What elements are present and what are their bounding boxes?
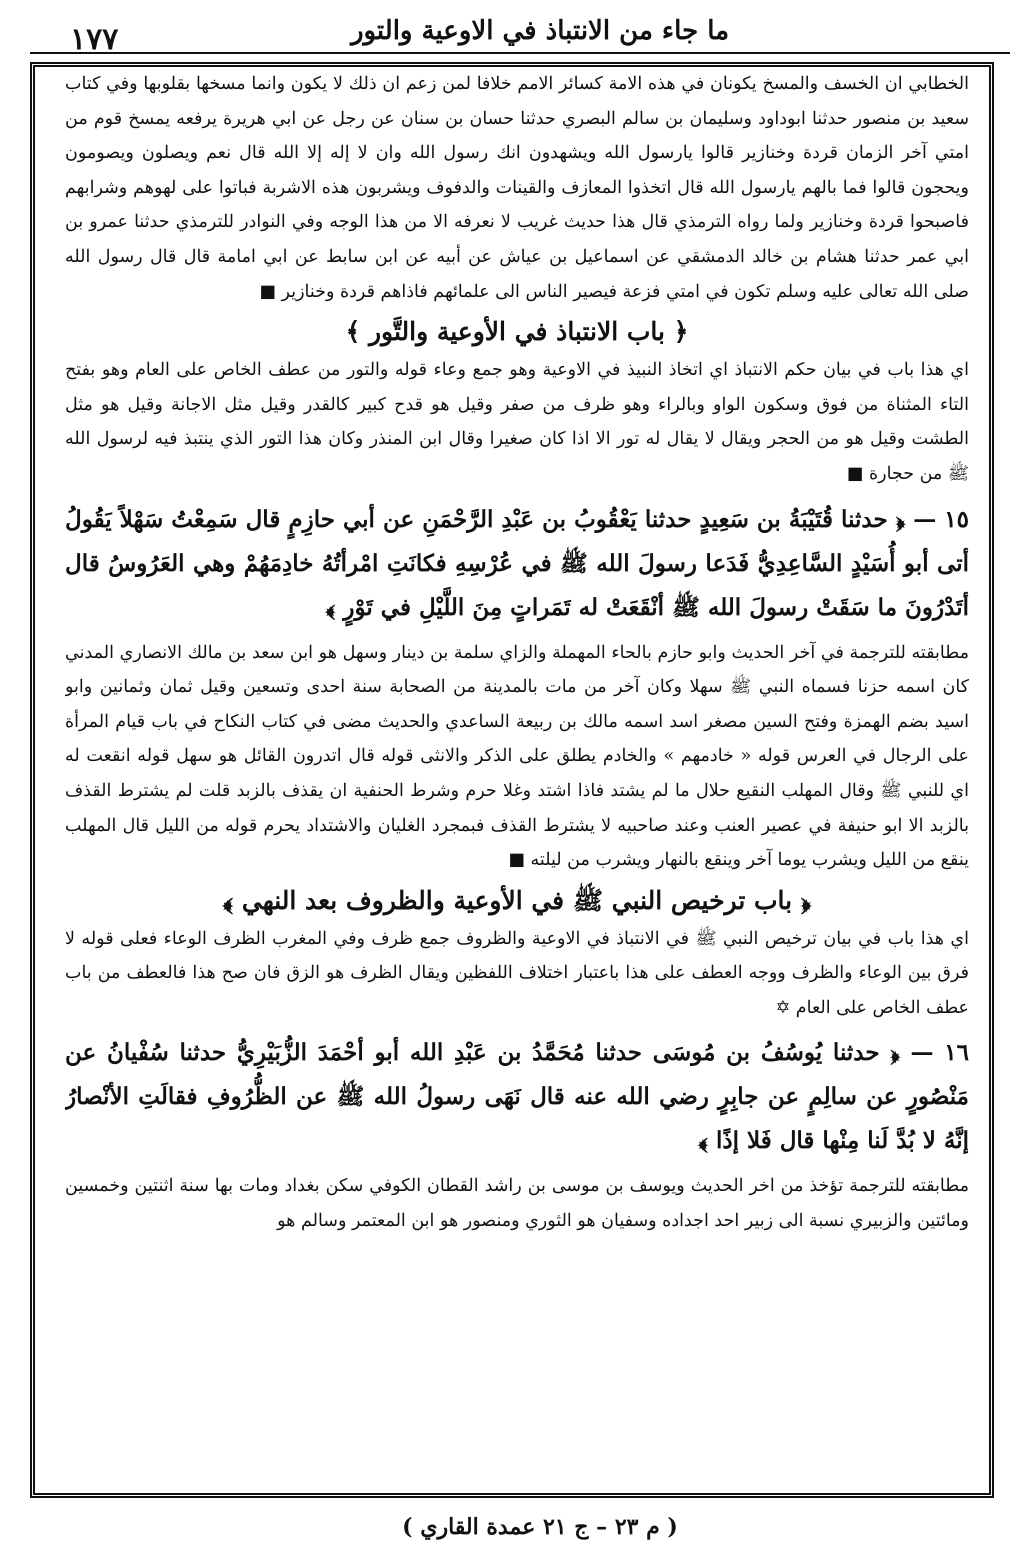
header-rule (30, 52, 1010, 54)
running-header (0, 8, 1033, 57)
page-number: ١٧٧ (70, 22, 119, 57)
chapter-title: ﴿ باب الانتباذ في الأوعية والتَّور ﴾ (345, 317, 689, 347)
running-title: ما جاء من الانتباذ في الاوعية والتور (350, 16, 730, 46)
footer-signature: ( م ٢٣ – ج ٢١ عمدة القاري ) (402, 1514, 678, 1540)
main-text (65, 67, 969, 1493)
hadith-commentary: مطابقته للترجمة تؤخذ من اخر الحديث ويوسف بن موسى بن راشد القطان الكوفي سكن بغداد ومات بها سنة اثنتين وخمسين ومائتين والزبيري نسبة الى زبير احد اجداده وسفيان هو الثوري ومنصور هو ابن المعتمر وسالم هو (65, 1176, 969, 1232)
hadith-text: ١٥ — ﴿ حدثنا قُتَيْبَةُ بن سَعِيدٍ حدثنا يَعْقُوبُ بن عَبْدِ الرَّحْمَنِ عن أبي حازِمٍ قال سَمِعْتُ سَهْلاً يَقُولُ أتى أبو أُسَيْدٍ السَّاعِدِيُّ فَدَعا رسولَ الله ﷺ في عُرْسِهِ فكانَتِ امْرأتُهُ خادِمَهُمْ وهي العَرُوسُ قال أتَدْرُونَ ما سَقَتْ رسولَ الله ﷺ أنْقَعَتْ له تَمَراتٍ مِنَ اللَّيْلِ في تَوْرٍ ﴾ (65, 505, 969, 621)
hadith-text: ١٦ — ﴿ حدثنا يُوسُفُ بن مُوسَى حدثنا مُحَمَّدُ بن عَبْدِ الله أبو أحْمَدَ الزُّبَيْرِيُّ حدثنا سُفْيانُ عن مَنْصُورٍ عن سالِمٍ عن جابِرٍ رضي الله عنه قال نَهَى رسولُ الله ﷺ عن الظُّرُوفِ فقالَتِ الأنْصارُ إنَّهُ لا بُدَّ لَنا مِنْها قال فَلا إذًا ﴾ (65, 1039, 969, 1155)
chapter-explanation: اي هذا باب في بيان حكم الانتباذ اي اتخاذ النبيذ في الاوعية وهو جمع وعاء قوله والتور من عطف الخاص على العام وهو بفتح التاء المثناة من فوق وسكون الواو وبالراء وهو ظرف من صفر وقيل هو قدح كبير كالقدر وقيل مثل الاجانة وقيل هو مثل الطشت وقيل هو من الحجر ويقال لا يقال له تور الا اذا كان صغيرا وقال ابن المنذر وكان هذا التور الذي ينتبذ فيه لرسول الله ﷺ من حجارة ■ (65, 360, 969, 484)
chapter-title: ﴿ باب ترخيص النبي ﷺ في الأوعية والظروف بعد النهي ﴾ (222, 885, 812, 915)
intro-paragraph: الخطابي ان الخسف والمسخ يكونان في هذه الامة كسائر الامم خلافا لمن زعم ان ذلك لا يكون وانما مسخها بقلوبها وفي كتاب سعيد بن منصور حدثنا ابوداود وسليمان بن سالم البصري حدثنا حسان بن سنان عن رجل عن ابي هريرة يرفعه يمسخ قوم من امتي آخر الزمان قردة وخنازير قالوا يارسول الله ويشهدون انك رسول الله وان لا إله إلا الله قال نعم ويصلون ويصومون ويحجون قالوا فما بالهم يارسول الله قال اتخذوا المعازف والقينات والدفوف ويشربون هذه الاشربة فباتوا على لهوهم وشرابهم فاصبحوا قردة وخنازير ولما رواه الترمذي قال هذا حديث غريب لا نعرفه الا من هذا الوجه وفي النوادر للترمذي حدثنا عمرو بن ابي عمر حدثنا هشام بن خالد الدمشقي عن اسماعيل بن عياش عن أبيه عن ابن سابط عن ابي امامة قال قال رسول الله صلى الله تعالى عليه وسلم تكون في امتي فزعة فيصير الناس الى علمائهم فاذاهم قردة وخنازير ■ (65, 74, 969, 302)
page-frame (30, 62, 994, 1498)
chapter-explanation: اي هذا باب في بيان ترخيص النبي ﷺ في الانتباذ في الاوعية والظروف جمع ظرف وفي المغرب الظرف الوعاء فعلى قوله لا فرق بين الوعاء والظرف ووجه العطف على هذا باعتبار اختلاف اللفظين ويقال الظرف هو الزق فان صح هذا فالعطف من باب عطف الخاص على العام ✡ (65, 928, 969, 1018)
hadith-commentary: مطابقته للترجمة في آخر الحديث وابو حازم بالحاء المهملة والزاي سلمة بن دينار وسهل هو ابن سعد بن مالك الانصاري المدني كان اسمه حزنا فسماه النبي ﷺ سهلا وكان آخر من مات بالمدينة من الصحابة سنة احدى وتسعين وقيل ثمان وثمانين وابو اسيد بضم الهمزة وفتح السين مصغر اسد اسمه مالك بن ربيعة الساعدي والحديث مضى في كتاب النكاح في باب قيام المرأة على الرجال في العرس قوله « خادمهم » والخادم يطلق على الذكر والانثى قوله قال اتدرون القائل هو سهل قوله انقعت له اي للنبي ﷺ وقال المهلب النقيع حلال ما لم يشتد فاذا اشتد وغلا حرم وشرط الحنفية ان يقذف بالزبد قلت لم يشترط القذف بالزبد الا ابو حنيفة في عصير العنب وعند صاحبيه لا يشترط القذف فبمجرد الغليان والاشتداد يحرم قوله من الليل قال المهلب ينقع من الليل ويشرب يوما آخر وينقع بالنهار ويشرب من ليلته ■ (65, 642, 969, 871)
